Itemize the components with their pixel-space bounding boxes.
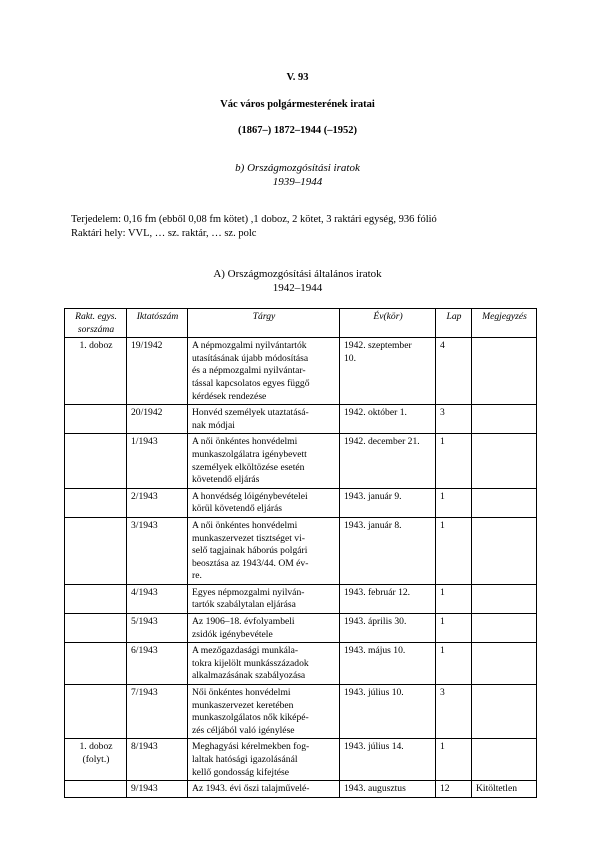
- subject-text: A női önkéntes honvédelmi: [192, 519, 298, 531]
- subject-text: selő tagjainak háborús polgári: [192, 545, 308, 557]
- unit-cell: [65, 614, 127, 643]
- date-text: 1942. szeptember: [344, 340, 412, 352]
- number-text: 7/1943: [131, 687, 158, 699]
- pages-text: 1: [440, 645, 445, 657]
- table-header-row: [65, 309, 537, 338]
- pages-cell: [436, 405, 472, 434]
- header-date: [340, 309, 436, 338]
- subject-text: A népmozgalmi nyilvántartók: [192, 340, 307, 352]
- number-text: 1/1943: [131, 436, 158, 448]
- subject-text: kellő gondosság kifejtése: [192, 766, 289, 778]
- date-text: 1943. május 10.: [344, 645, 406, 657]
- series-years: (1867–) 1872–1944 (–1952): [238, 125, 357, 136]
- unit-text: 1. doboz: [79, 741, 113, 753]
- date-cell: [340, 434, 436, 488]
- header-pages: [436, 309, 472, 338]
- subject-text: zés céljából való igénylése: [192, 724, 295, 736]
- date-text: 10.: [344, 352, 356, 364]
- note-cell: [472, 405, 537, 434]
- date-cell: [340, 584, 436, 613]
- note-text: Kitöltetlen: [476, 783, 518, 795]
- pages-text: 4: [440, 340, 445, 352]
- header-unit: [65, 309, 127, 338]
- number-cell: [127, 488, 188, 517]
- table-row: [65, 584, 537, 613]
- subject-text: Női önkéntes honvédelmi: [192, 687, 291, 699]
- header-text: Iktatószám: [136, 311, 179, 322]
- subject-text: és a népmozgalmi nyilvántar-: [192, 365, 306, 377]
- subject-text: Az 1943. évi őszi talajművelé-: [192, 783, 310, 795]
- note-cell: [472, 739, 537, 781]
- section-title: A) Országmozgósítási általános iratok: [213, 268, 382, 280]
- number-text: 19/1942: [131, 340, 163, 352]
- table-row: [65, 338, 537, 405]
- note-cell: [472, 643, 537, 685]
- date-cell: [340, 488, 436, 517]
- date-text: 1943. augusztus: [344, 783, 406, 795]
- series-title: Vác város polgármesterének iratai: [220, 99, 375, 110]
- subject-text: kérdések rendezése: [192, 390, 267, 402]
- note-cell: [472, 614, 537, 643]
- header-subject: [188, 309, 340, 338]
- subject-cell: [188, 434, 340, 488]
- date-cell: [340, 517, 436, 584]
- subject-cell: [188, 584, 340, 613]
- number-text: 2/1943: [131, 490, 158, 502]
- header-text: sorszáma: [77, 323, 115, 335]
- subject-text: A honvédség lóigénybevételei: [192, 490, 308, 502]
- subject-text: tokra kijelölt munkásszázadok: [192, 657, 309, 669]
- subject-text: tartók szabálytalan eljárása: [192, 599, 296, 611]
- number-cell: [127, 517, 188, 584]
- date-text: 1943. február 12.: [344, 586, 411, 598]
- unit-cell: [65, 643, 127, 685]
- date-cell: [340, 739, 436, 781]
- number-cell: [127, 338, 188, 405]
- date-text: 1943. január 8.: [344, 519, 402, 531]
- subject-text: utasításának újabb módosítása: [192, 352, 309, 364]
- date-cell: [340, 614, 436, 643]
- subseries-years: 1939–1944: [272, 176, 323, 188]
- date-cell: [340, 781, 436, 798]
- subject-text: tással kapcsolatos egyes függő: [192, 377, 310, 389]
- number-text: 3/1943: [131, 519, 158, 531]
- subject-cell: [188, 488, 340, 517]
- pages-cell: [436, 739, 472, 781]
- date-cell: [340, 338, 436, 405]
- subject-text: A mezőgazdasági munkála-: [192, 645, 299, 657]
- number-text: 9/1943: [131, 783, 158, 795]
- pages-cell: [436, 338, 472, 405]
- note-cell: [472, 488, 537, 517]
- subject-text: nak módjai: [192, 419, 235, 431]
- header-text: Rakt. egys.: [75, 311, 117, 322]
- register-table: [64, 308, 537, 798]
- unit-cell: [65, 405, 127, 434]
- number-cell: [127, 643, 188, 685]
- subject-text: Meghagyási kérelmekben fog-: [192, 741, 310, 753]
- number-cell: [127, 584, 188, 613]
- subject-text: munkaszervezet tisztséget vi-: [192, 532, 305, 544]
- date-cell: [340, 405, 436, 434]
- header-number: [127, 309, 188, 338]
- number-text: 8/1943: [131, 741, 158, 753]
- table-row: [65, 739, 537, 781]
- subject-cell: [188, 405, 340, 434]
- subject-cell: [188, 338, 340, 405]
- number-cell: [127, 685, 188, 739]
- subject-text: Egyes népmozgalmi nyilván-: [192, 586, 305, 598]
- table-row: [65, 614, 537, 643]
- subject-text: beosztása az 1943/44. OM év-: [192, 557, 309, 569]
- subject-cell: [188, 685, 340, 739]
- table-row: [65, 643, 537, 685]
- subject-text: Honvéd személyek utaztatásá-: [192, 407, 309, 419]
- pages-text: 1: [440, 519, 445, 531]
- subject-cell: [188, 781, 340, 798]
- unit-cell: [65, 338, 127, 405]
- subject-cell: [188, 643, 340, 685]
- series-code: V. 93: [286, 72, 309, 83]
- date-text: 1943. július 10.: [344, 687, 404, 699]
- header-text: Tárgy: [252, 311, 276, 322]
- extent-text: Terjedelem: 0,16 fm (ebből 0,08 fm kötet) ,1 doboz, 2 kötet, 3 raktári egység, 936 fólió: [71, 214, 437, 225]
- section-years: 1942–1944: [272, 282, 323, 294]
- header-text: Lap: [446, 311, 462, 322]
- pages-text: 1: [440, 616, 445, 628]
- subject-text: munkaszolgálatra igénybevett: [192, 448, 307, 460]
- number-text: 20/1942: [131, 407, 163, 419]
- number-cell: [127, 434, 188, 488]
- subject-text: laltak hatósági igazolásánál: [192, 754, 298, 765]
- table-row: [65, 685, 537, 739]
- table-row: [65, 488, 537, 517]
- pages-text: 1: [440, 436, 445, 448]
- pages-cell: [436, 584, 472, 613]
- number-cell: [127, 614, 188, 643]
- note-cell: [472, 517, 537, 584]
- pages-text: 12: [440, 783, 450, 795]
- pages-text: 1: [440, 490, 445, 502]
- subject-cell: [188, 614, 340, 643]
- pages-text: 3: [440, 687, 445, 699]
- date-text: 1942. december 21.: [344, 436, 420, 448]
- location-text: Raktári hely: VVL, … sz. raktár, … sz. polc: [71, 228, 257, 239]
- note-cell: [472, 434, 537, 488]
- table-body: [65, 338, 537, 798]
- pages-cell: [436, 781, 472, 798]
- unit-cell: [65, 739, 127, 781]
- subject-text: személyek elköltözése esetén: [192, 461, 305, 473]
- note-cell: [472, 781, 537, 798]
- pages-text: 1: [440, 741, 445, 753]
- pages-cell: [436, 434, 472, 488]
- unit-cell: [65, 434, 127, 488]
- unit-cell: [65, 488, 127, 517]
- unit-text: 1. doboz: [79, 340, 113, 352]
- pages-cell: [436, 614, 472, 643]
- subject-text: Az 1906–18. évfolyambeli: [192, 616, 295, 628]
- table-row: [65, 405, 537, 434]
- subject-cell: [188, 517, 340, 584]
- unit-cell: [65, 517, 127, 584]
- number-text: 4/1943: [131, 586, 158, 598]
- subject-text: követendő eljárás: [192, 474, 260, 486]
- note-cell: [472, 685, 537, 739]
- subject-text: A női önkéntes honvédelmi: [192, 436, 298, 448]
- pages-text: 3: [440, 407, 445, 419]
- subject-text: munkaszolgálatos nők kiképé-: [192, 712, 309, 724]
- table-row: [65, 781, 537, 798]
- table-row: [65, 434, 537, 488]
- number-text: 6/1943: [131, 645, 158, 657]
- subject-cell: [188, 739, 340, 781]
- header-text: Megjegyzés: [482, 311, 527, 322]
- date-cell: [340, 685, 436, 739]
- header-text: Év(kör): [373, 311, 403, 322]
- date-text: 1942. október 1.: [344, 407, 407, 419]
- unit-cell: [65, 781, 127, 798]
- subject-text: zsidók igénybevétele: [192, 628, 273, 640]
- note-cell: [472, 584, 537, 613]
- date-text: 1943. július 14.: [344, 741, 404, 753]
- note-cell: [472, 338, 537, 405]
- subject-text: re.: [192, 570, 202, 582]
- pages-cell: [436, 643, 472, 685]
- table-row: [65, 517, 537, 584]
- number-cell: [127, 739, 188, 781]
- date-cell: [340, 643, 436, 685]
- unit-text: (folyt.): [82, 754, 110, 765]
- unit-cell: [65, 685, 127, 739]
- subject-text: körül követendő eljárás: [192, 503, 283, 515]
- number-text: 5/1943: [131, 616, 158, 628]
- subject-text: alkalmazásának szabályozása: [192, 670, 306, 682]
- date-text: 1943. január 9.: [344, 490, 402, 502]
- pages-cell: [436, 517, 472, 584]
- subseries-title: b) Országmozgósítási iratok: [235, 162, 360, 174]
- number-cell: [127, 405, 188, 434]
- pages-text: 1: [440, 586, 445, 598]
- subject-text: munkaszervezet keretében: [192, 699, 294, 711]
- date-text: 1943. április 30.: [344, 616, 407, 628]
- unit-cell: [65, 584, 127, 613]
- pages-cell: [436, 685, 472, 739]
- pages-cell: [436, 488, 472, 517]
- number-cell: [127, 781, 188, 798]
- header-note: [472, 309, 537, 338]
